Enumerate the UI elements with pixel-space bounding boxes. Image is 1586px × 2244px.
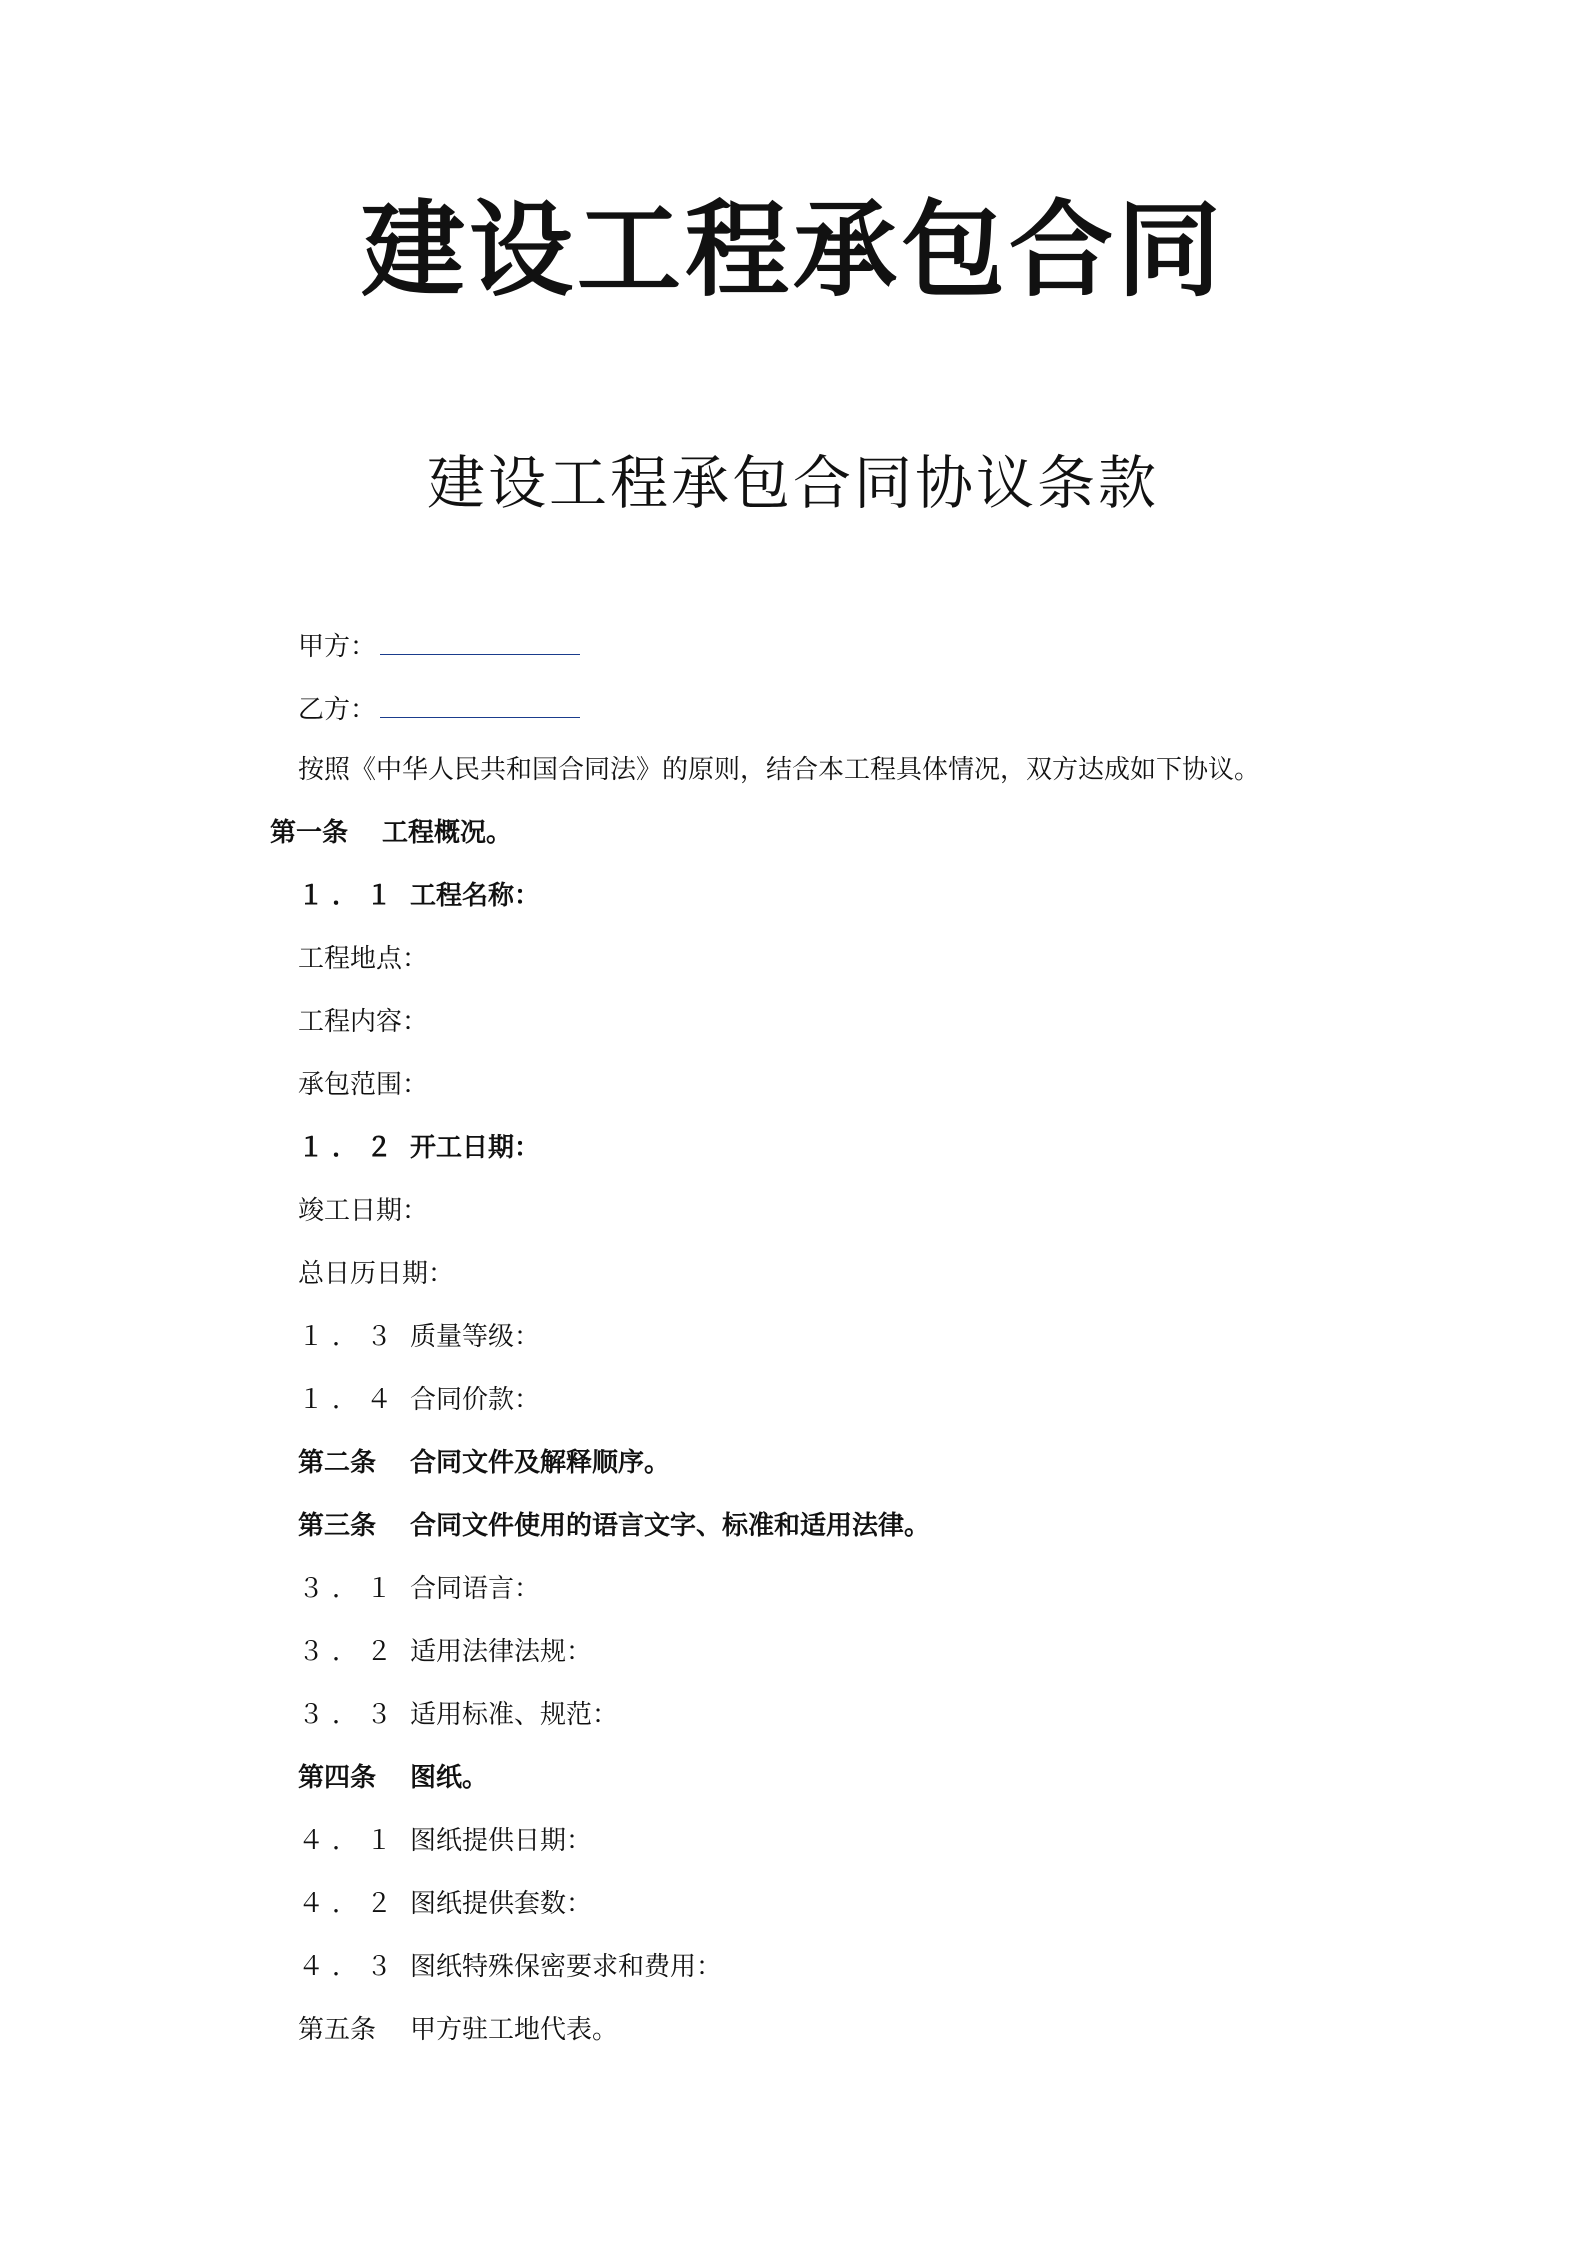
party-b-line	[298, 689, 580, 728]
section-4-2	[298, 1886, 592, 1922]
article-3-heading	[298, 1508, 930, 1544]
total-calendar-days: 总日历日期：	[298, 1259, 455, 1289]
article-4-text: 图纸。	[410, 1763, 489, 1793]
section-3-2-number: ３．２	[298, 1637, 401, 1667]
section-4-3-text: 图纸特殊保密要求和费用：	[410, 1952, 723, 1982]
party-a-blank	[380, 626, 580, 655]
document-subtitle: 建设工程承包合同协议条款	[426, 449, 1159, 517]
project-site: 工程地点：	[298, 944, 429, 974]
section-3-1-text: 合同语言：	[410, 1574, 541, 1604]
section-3-2	[298, 1634, 592, 1670]
article-2-number: 第二条	[298, 1448, 377, 1478]
section-1-2	[298, 1130, 540, 1166]
section-1-2-number: １．２	[298, 1133, 401, 1163]
section-4-1-number: ４．１	[298, 1826, 401, 1856]
party-a-line	[298, 626, 580, 665]
article-2-text: 合同文件及解释顺序。	[410, 1448, 671, 1478]
article-3-number: 第三条	[298, 1511, 377, 1541]
article-5-heading	[298, 2012, 618, 2048]
article-1-heading	[270, 815, 512, 851]
section-3-3	[298, 1697, 618, 1733]
section-3-2-text: 适用法律法规：	[410, 1637, 593, 1667]
party-a-label: 甲方：	[298, 632, 377, 662]
article-4-number: 第四条	[298, 1763, 377, 1793]
section-1-1	[298, 878, 540, 914]
section-3-3-number: ３．３	[298, 1700, 401, 1730]
section-1-3-number: １．３	[298, 1322, 401, 1352]
section-1-1-number: １．１	[298, 881, 401, 911]
section-3-1-number: ３．１	[298, 1574, 401, 1604]
section-4-3-number: ４．３	[298, 1952, 401, 1982]
section-4-1	[298, 1823, 592, 1859]
section-3-3-text: 适用标准、规范：	[410, 1700, 619, 1730]
contract-scope: 承包范围：	[298, 1070, 429, 1100]
document-title: 建设工程承包合同	[360, 188, 1225, 311]
section-4-2-text: 图纸提供套数：	[410, 1889, 593, 1919]
article-5-number: 第五条	[298, 2015, 377, 2045]
section-1-4-text: 合同价款：	[410, 1385, 541, 1415]
section-4-1-text: 图纸提供日期：	[410, 1826, 593, 1856]
article-5-text: 甲方驻工地代表。	[410, 2015, 619, 2045]
section-4-3	[298, 1949, 722, 1985]
article-3-text: 合同文件使用的语言文字、标准和适用法律。	[410, 1511, 931, 1541]
section-4-2-number: ４．２	[298, 1889, 401, 1919]
article-1-text: 工程概况。	[382, 818, 513, 848]
article-4-heading	[298, 1760, 488, 1796]
section-1-4-number: １．４	[298, 1385, 401, 1415]
intro-paragraph: 按照《中华人民共和国合同法》的原则，结合本工程具体情况，双方达成如下协议。	[298, 755, 1261, 785]
section-1-3-text: 质量等级：	[410, 1322, 541, 1352]
project-content: 工程内容：	[298, 1007, 429, 1037]
article-2-heading	[298, 1445, 670, 1481]
party-b-label: 乙方：	[298, 695, 377, 725]
section-1-4	[298, 1382, 540, 1418]
article-1-number: 第一条	[270, 818, 349, 848]
section-1-3	[298, 1319, 540, 1355]
section-3-1	[298, 1571, 540, 1607]
section-1-2-text: 开工日期：	[410, 1133, 541, 1163]
section-1-1-text: 工程名称：	[410, 881, 541, 911]
party-b-blank	[380, 689, 580, 718]
completion-date: 竣工日期：	[298, 1196, 429, 1226]
